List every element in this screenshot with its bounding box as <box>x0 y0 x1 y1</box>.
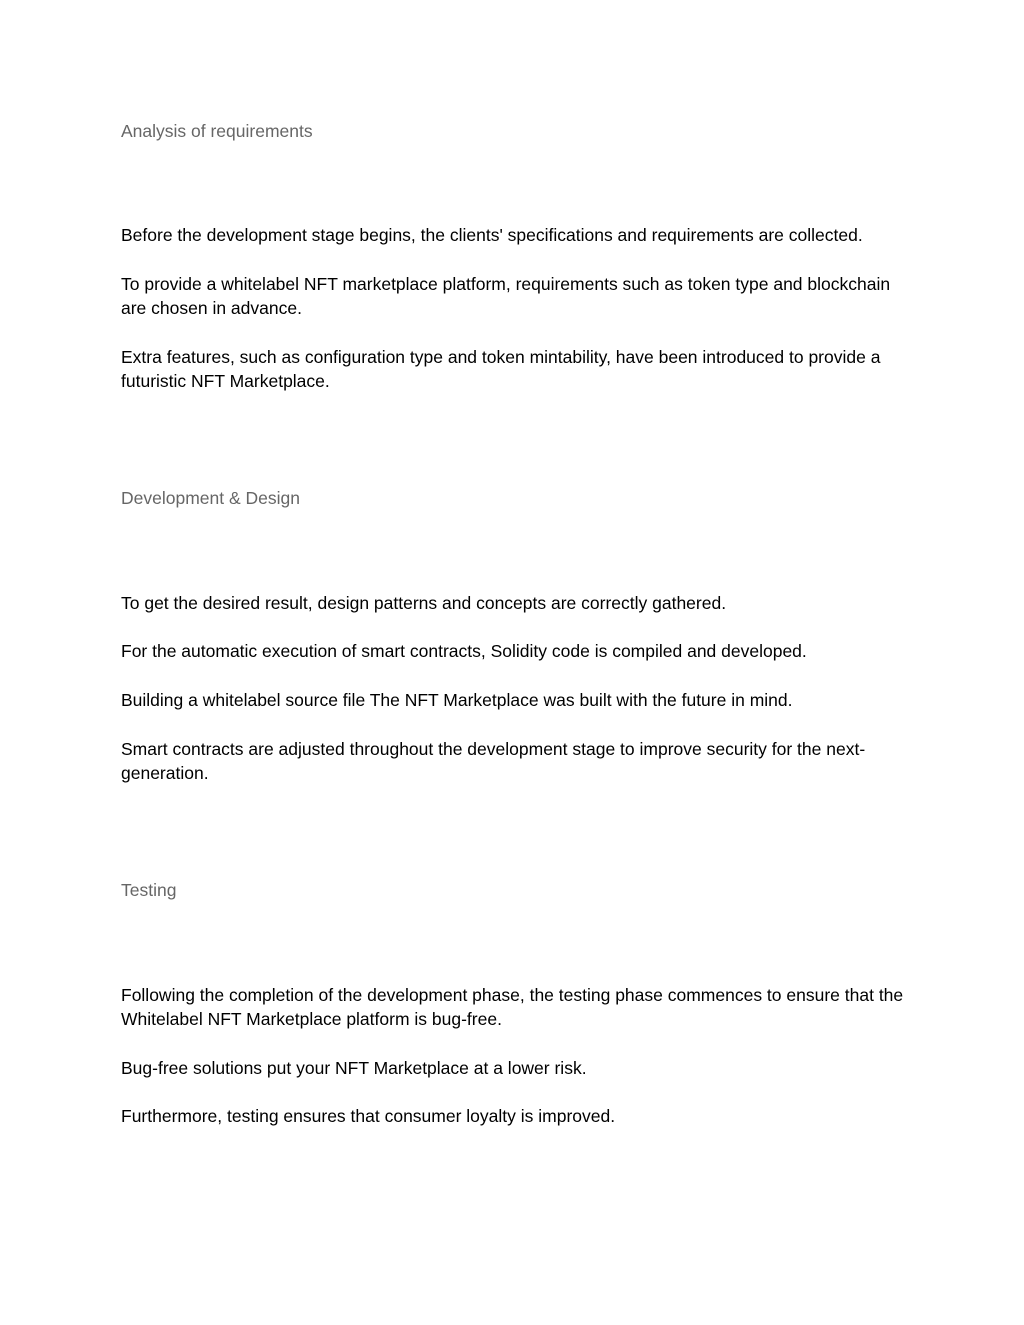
paragraph: Bug-free solutions put your NFT Marketplace at a lower risk. <box>121 1058 587 1078</box>
paragraph: Smart contracts are adjusted throughout the development stage to improve security for the next-generation. <box>121 739 866 784</box>
paragraph: Before the development stage begins, the clients' specifications and requirements are collected. <box>121 225 863 245</box>
section-heading-analysis: Analysis of requirements <box>121 121 313 141</box>
paragraph: Furthermore, testing ensures that consumer loyalty is improved. <box>121 1106 616 1126</box>
section-heading-development: Development & Design <box>121 488 300 508</box>
paragraph: Extra features, such as configuration type and token mintability, have been introduced to provide a futuristic NFT Marketplace. <box>121 347 881 392</box>
paragraph: Following the completion of the development phase, the testing phase commences to ensure that the Whitelabel NFT Marketplace platform is bug-free. <box>121 985 904 1030</box>
paragraph: To get the desired result, design patterns and concepts are correctly gathered. <box>121 593 727 613</box>
section-heading-testing: Testing <box>121 880 177 900</box>
paragraph: Building a whitelabel source file The NFT Marketplace was built with the future in mind. <box>121 690 793 710</box>
paragraph: To provide a whitelabel NFT marketplace platform, requirements such as token type and blockchain are chosen in advance. <box>121 274 891 319</box>
paragraph: For the automatic execution of smart contracts, Solidity code is compiled and developed. <box>121 641 807 661</box>
